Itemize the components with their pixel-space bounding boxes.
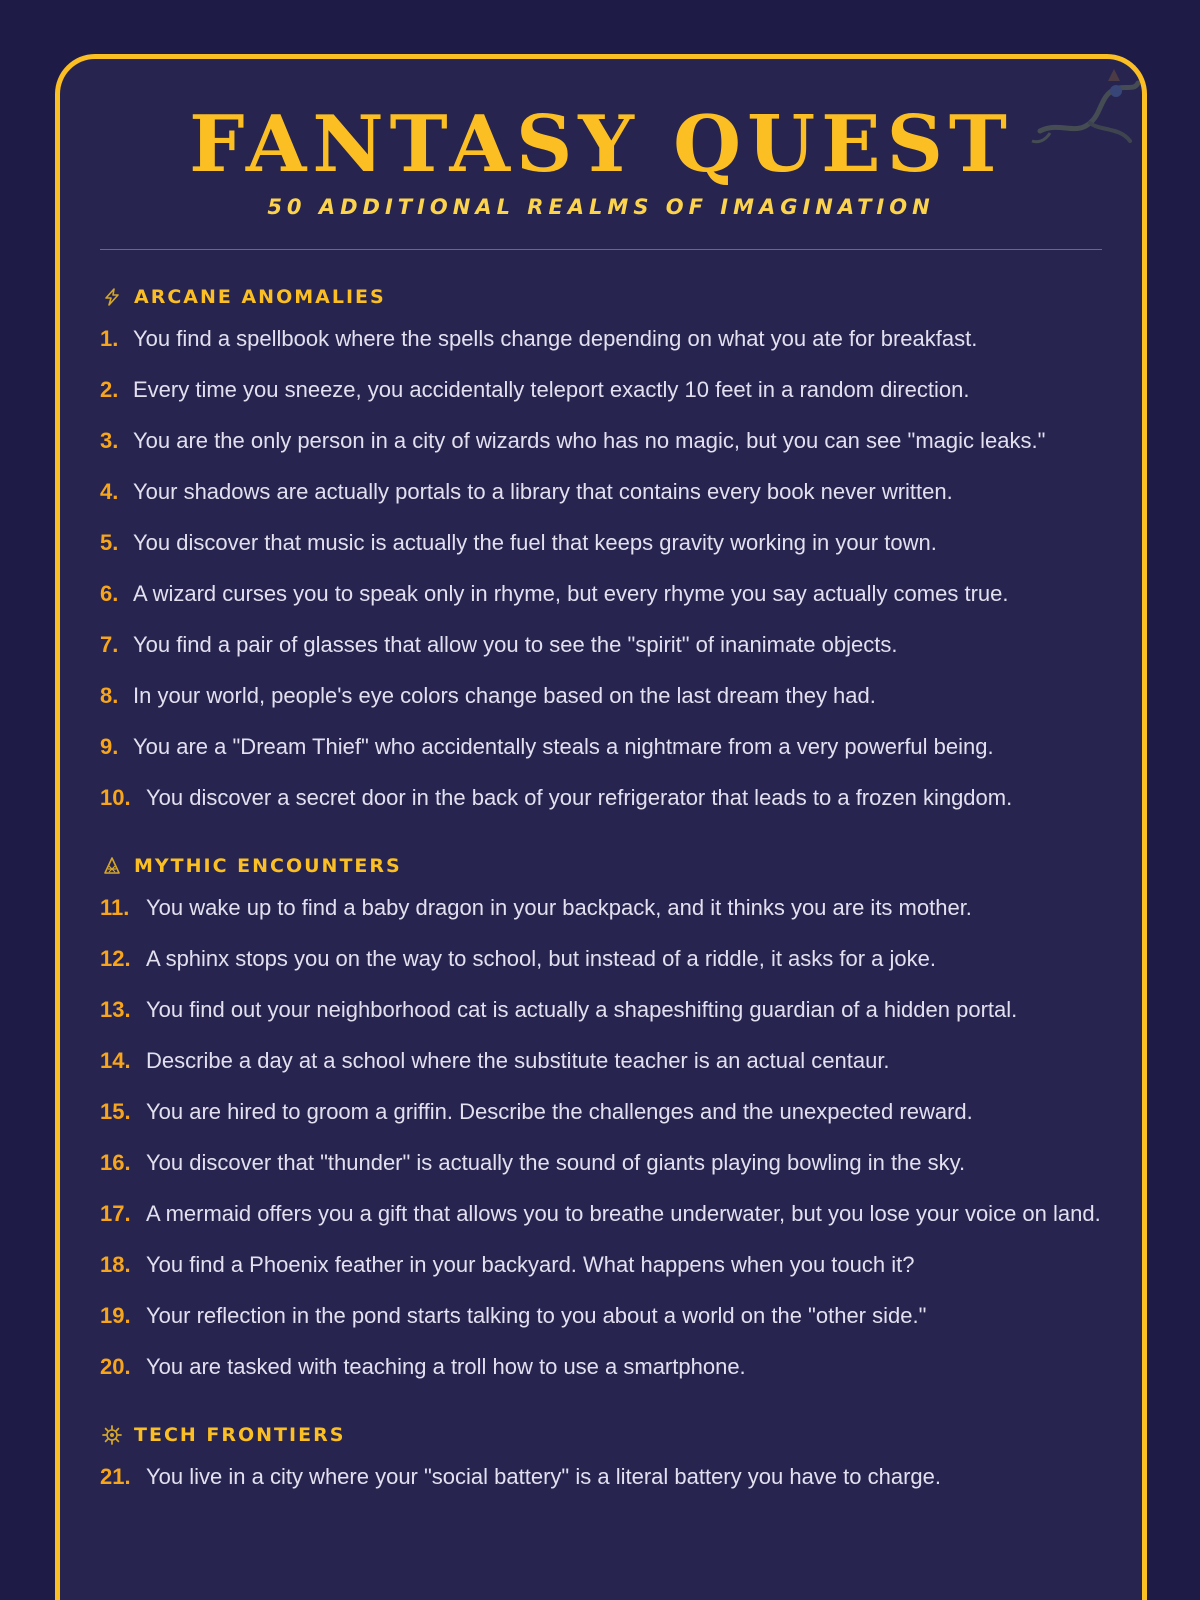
list-item [100, 779, 1102, 817]
section-header [100, 1420, 1102, 1450]
item-number: 19. [100, 1303, 131, 1328]
section-tech-frontiers [100, 1420, 1102, 1496]
list-item [100, 1348, 1102, 1386]
list-item [100, 473, 1102, 511]
item-number: 2. [100, 377, 119, 402]
list-item [100, 320, 1102, 358]
item-number: 14. [100, 1048, 131, 1073]
item-text: You live in a city where your "social battery" is a literal battery you have to charge. [146, 1464, 941, 1489]
list-item [100, 371, 1102, 409]
item-number: 11. [100, 895, 130, 920]
item-text: You wake up to find a baby dragon in your backpack, and it thinks you are its mother. [146, 895, 972, 920]
header [60, 59, 1142, 221]
item-text: You discover a secret door in the back of your refrigerator that leads to a frozen kingdom. [146, 785, 1013, 810]
item-text: You are the only person in a city of wizards who has no magic, but you can see "magic leaks." [133, 428, 1046, 453]
list-item [100, 728, 1102, 766]
section-mythic-encounters [100, 851, 1102, 1386]
lightning-icon [100, 285, 124, 309]
list-item [100, 1144, 1102, 1182]
item-text: You discover that music is actually the fuel that keeps gravity working in your town. [133, 530, 937, 555]
item-number: 7. [100, 632, 119, 657]
item-text: A sphinx stops you on the way to school, but instead of a riddle, it asks for a joke. [146, 946, 937, 971]
item-number: 4. [100, 479, 119, 504]
item-number: 17. [100, 1201, 131, 1226]
item-text: You find a pair of glasses that allow you to see the "spirit" of inanimate objects. [133, 632, 898, 657]
item-number: 8. [100, 683, 119, 708]
item-text: A wizard curses you to speak only in rhyme, but every rhyme you say actually comes true. [133, 581, 1009, 606]
list-item [100, 1246, 1102, 1284]
content [60, 250, 1142, 1496]
prompt-card [55, 54, 1147, 1600]
list-item [100, 677, 1102, 715]
item-text: Describe a day at a school where the substitute teacher is an actual centaur. [146, 1048, 890, 1073]
item-text: You discover that "thunder" is actually the sound of giants playing bowling in the sky. [146, 1150, 966, 1175]
item-number: 6. [100, 581, 119, 606]
list-item [100, 575, 1102, 613]
item-text: You are a "Dream Thief" who accidentally steals a nightmare from a very powerful being. [133, 734, 994, 759]
item-text: You find a Phoenix feather in your backyard. What happens when you touch it? [146, 1252, 915, 1277]
item-text: You find a spellbook where the spells change depending on what you ate for breakfast. [133, 326, 978, 351]
item-text: Your shadows are actually portals to a library that contains every book never written. [133, 479, 953, 504]
item-number: 20. [100, 1354, 131, 1379]
item-number: 13. [100, 997, 131, 1022]
list-item [100, 1093, 1102, 1131]
item-number: 16. [100, 1150, 131, 1175]
item-text: Every time you sneeze, you accidentally teleport exactly 10 feet in a random direction. [133, 377, 970, 402]
item-text: You are tasked with teaching a troll how to use a smartphone. [146, 1354, 746, 1379]
section-title: TECH FRONTIERS [134, 1424, 346, 1446]
list-item [100, 1458, 1102, 1496]
item-number: 18. [100, 1252, 131, 1277]
item-number: 12. [100, 946, 131, 971]
section-arcane-anomalies [100, 282, 1102, 817]
item-number: 5. [100, 530, 119, 555]
list-item [100, 940, 1102, 978]
item-number: 21. [100, 1464, 131, 1489]
list-item [100, 524, 1102, 562]
gear-icon [100, 1423, 124, 1447]
item-text: You are hired to groom a griffin. Describe the challenges and the unexpected reward. [146, 1099, 973, 1124]
item-text: In your world, people's eye colors change based on the last dream they had. [133, 683, 876, 708]
item-number: 10. [100, 785, 131, 810]
item-text: A mermaid offers you a gift that allows you to breathe underwater, but you lose your voice on land. [146, 1201, 1101, 1226]
section-title: ARCANE ANOMALIES [134, 286, 386, 308]
page-subtitle: 50 ADDITIONAL REALMS OF IMAGINATION [267, 195, 935, 219]
list-item [100, 1297, 1102, 1335]
list-item [100, 422, 1102, 460]
section-header [100, 282, 1102, 312]
list-item [100, 991, 1102, 1029]
section-title: MYTHIC ENCOUNTERS [134, 855, 402, 877]
campfire-icon [100, 854, 124, 878]
list-item [100, 1042, 1102, 1080]
item-number: 1. [100, 326, 119, 351]
item-number: 15. [100, 1099, 131, 1124]
item-text: Your reflection in the pond starts talking to you about a world on the "other side." [146, 1303, 927, 1328]
list-item [100, 889, 1102, 927]
item-number: 3. [100, 428, 119, 453]
list-item [100, 1195, 1102, 1233]
list-item [100, 626, 1102, 664]
section-header [100, 851, 1102, 881]
item-number: 9. [100, 734, 119, 759]
item-text: You find out your neighborhood cat is actually a shapeshifting guardian of a hidden portal. [146, 997, 1018, 1022]
page-title: FANTASY QUEST [189, 99, 1013, 190]
dragon-icon [1030, 61, 1140, 161]
